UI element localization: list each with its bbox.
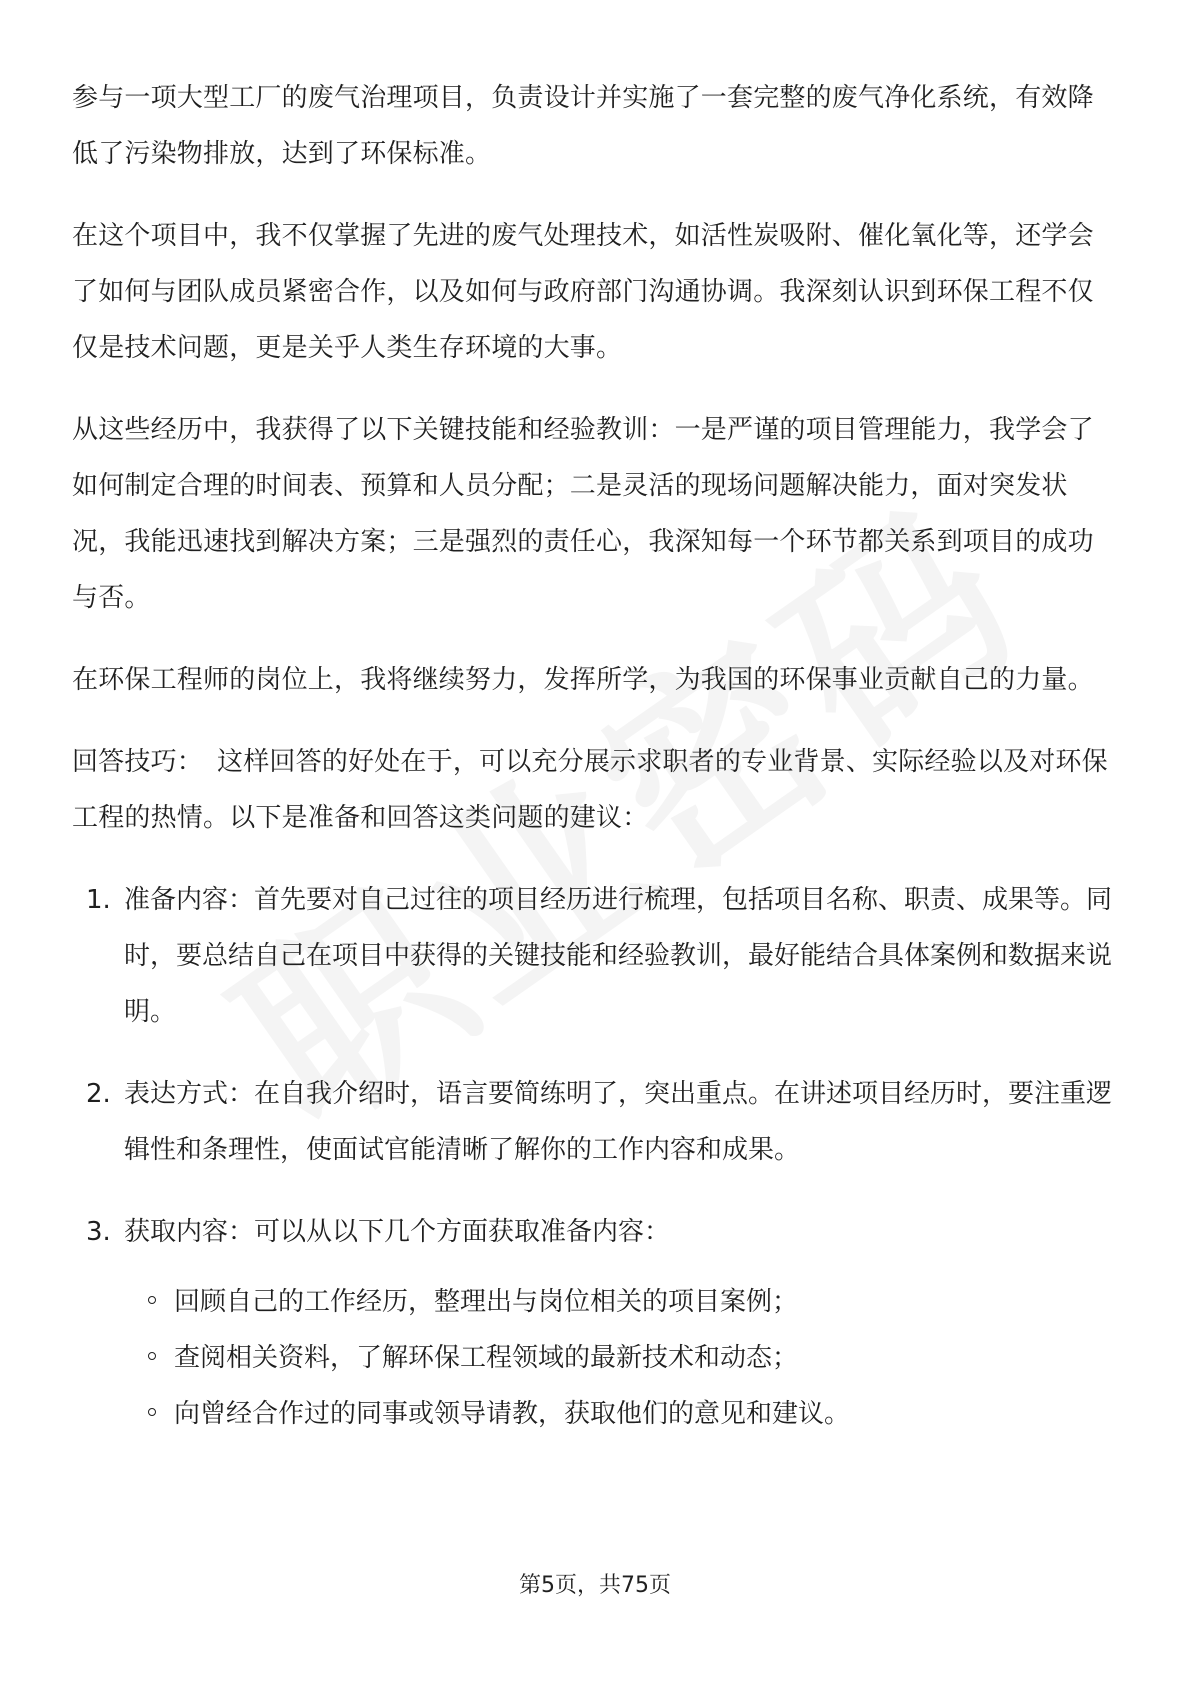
- paragraph-commitment: 在环保工程师的岗位上，我将继续努力，发挥所学，为我国的环保事业贡献自己的力量。: [72, 665, 1094, 695]
- sub-list-item: [148, 1330, 1118, 1386]
- list-item: [72, 1204, 1118, 1260]
- list-item-text: 表达方式：在自我介绍时，语言要简练明了，突出重点。在讲述项目经历时，要注重逻辑性和条理性，使面试官能清晰了解你的工作内容和成果。: [124, 1079, 1113, 1165]
- answer-tips-label: 回答技巧：: [72, 747, 204, 777]
- suggestion-list: [72, 872, 1118, 1260]
- sub-list-item-text: 回顾自己的工作经历，整理出与岗位相关的项目案例；: [174, 1287, 799, 1317]
- answer-tips: [72, 734, 1118, 846]
- paragraph-key-skills: 从这些经历中，我获得了以下关键技能和经验教训：一是严谨的项目管理能力，我学会了如何制定合理的时间表、预算和人员分配；二是灵活的现场问题解决能力，面对突发状况，我能迅速找到解决方案；三是强烈的责任心，我深知每一个环节都关系到项目的成功与否。: [72, 415, 1094, 613]
- list-item-text: 准备内容：首先要对自己过往的项目经历进行梳理，包括项目名称、职责、成果等。同时，要总结自己在项目中获得的关键技能和经验教训，最好能结合具体案例和数据来说明。: [124, 885, 1113, 1027]
- hollow-bullet-icon: [148, 1408, 156, 1416]
- list-number: 3.: [86, 1217, 111, 1247]
- list-item: [72, 1066, 1118, 1178]
- hollow-bullet-icon: [148, 1352, 156, 1360]
- list-number: 2.: [86, 1079, 111, 1109]
- paragraph-project-summary: 参与一项大型工厂的废气治理项目，负责设计并实施了一套完整的废气净化系统，有效降低了污染物排放，达到了环保标准。: [72, 83, 1094, 169]
- page-content: [72, 70, 1118, 1442]
- list-item: [72, 872, 1118, 1040]
- hollow-bullet-icon: [148, 1296, 156, 1304]
- sub-list-item-text: 查阅相关资料，了解环保工程领域的最新技术和动态；: [174, 1343, 799, 1373]
- page-number: 第5页，共75页: [519, 1573, 671, 1598]
- sub-list-item: [148, 1386, 1118, 1442]
- sub-list-item: [148, 1274, 1118, 1330]
- list-number: 1.: [86, 885, 111, 915]
- paragraph-project-learning: 在这个项目中，我不仅掌握了先进的废气处理技术，如活性炭吸附、催化氧化等，还学会了如何与团队成员紧密合作，以及如何与政府部门沟通协调。我深刻认识到环保工程不仅仅是技术问题，更是关乎人类生存环境的大事。: [72, 221, 1094, 363]
- content-source-list: [72, 1274, 1118, 1442]
- answer-tips-text: 这样回答的好处在于，可以充分展示求职者的专业背景、实际经验以及对环保工程的热情。以下是准备和回答这类问题的建议：: [72, 747, 1108, 833]
- list-item-text: 获取内容：可以从以下几个方面获取准备内容：: [124, 1217, 671, 1247]
- sub-list-item-text: 向曾经合作过的同事或领导请教，获取他们的意见和建议。: [174, 1399, 851, 1429]
